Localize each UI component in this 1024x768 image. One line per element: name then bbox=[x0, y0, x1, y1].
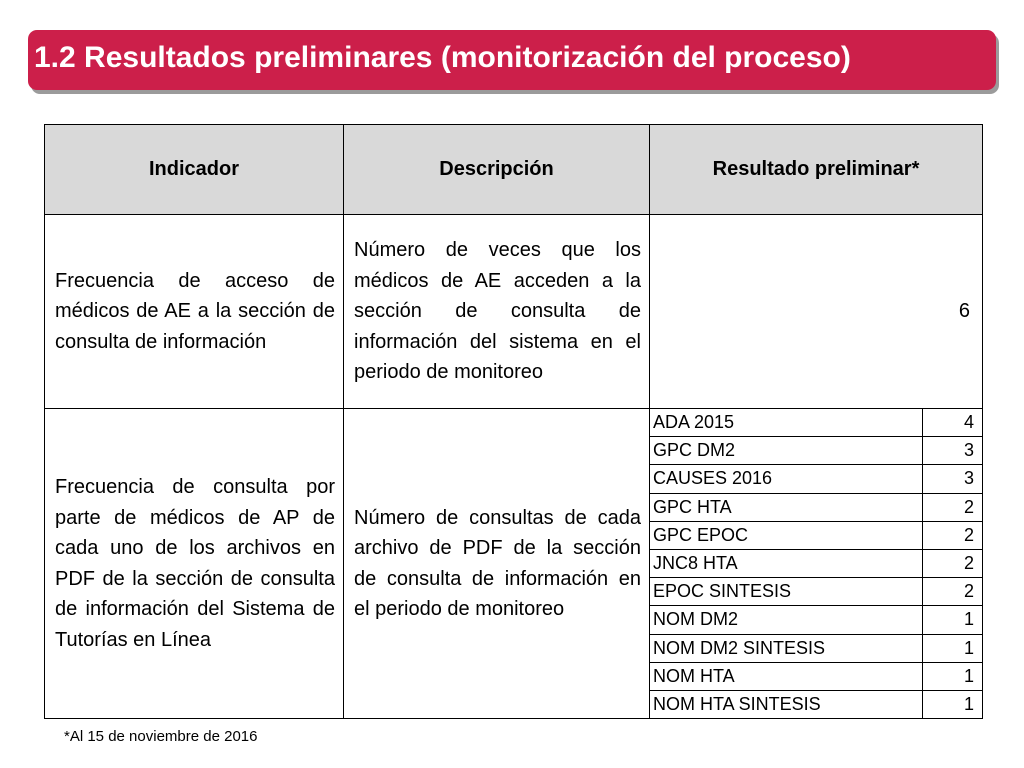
pdf-results-subtable bbox=[650, 409, 982, 718]
results-table bbox=[44, 124, 983, 719]
document-name: ADA 2015 bbox=[650, 409, 922, 437]
document-name: GPC EPOC bbox=[650, 521, 922, 549]
indicator-cell bbox=[45, 215, 344, 409]
document-name: NOM HTA bbox=[650, 662, 922, 690]
list-item bbox=[650, 549, 982, 577]
document-count: 2 bbox=[922, 493, 982, 521]
document-count: 3 bbox=[922, 437, 982, 465]
list-item bbox=[650, 578, 982, 606]
document-count: 3 bbox=[922, 465, 982, 493]
description-cell bbox=[344, 409, 650, 719]
header-description: Descripción bbox=[344, 125, 650, 215]
result-list-cell bbox=[650, 409, 983, 719]
document-name: JNC8 HTA bbox=[650, 549, 922, 577]
indicator-text: Frecuencia de acceso de médicos de AE a la sección de consulta de información bbox=[55, 269, 335, 353]
document-name: GPC DM2 bbox=[650, 437, 922, 465]
document-count: 1 bbox=[922, 662, 982, 690]
list-item bbox=[650, 606, 982, 634]
list-item bbox=[650, 437, 982, 465]
indicator-text: Frecuencia de consulta por parte de médicos de AP de cada uno de los archivos en PDF de la sección de consulta de información del Sistema de Tutorías en Línea bbox=[55, 476, 335, 651]
slide-title: 1.2 Resultados preliminares (monitorización del proceso) bbox=[34, 41, 851, 74]
header-indicator: Indicador bbox=[45, 125, 344, 215]
header-row bbox=[45, 125, 983, 215]
list-item bbox=[650, 409, 982, 437]
document-name: NOM DM2 bbox=[650, 606, 922, 634]
document-count: 4 bbox=[963, 412, 974, 433]
table-row-access bbox=[45, 215, 983, 409]
document-name: GPC HTA bbox=[650, 493, 922, 521]
document-count: 2 bbox=[922, 549, 982, 577]
footnote: *Al 15 de noviembre de 2016 bbox=[64, 728, 258, 745]
title-banner bbox=[28, 30, 996, 90]
list-item bbox=[650, 493, 982, 521]
document-count: 2 bbox=[922, 521, 982, 549]
list-item bbox=[650, 634, 982, 662]
document-count: 2 bbox=[922, 578, 982, 606]
document-count: 1 bbox=[922, 606, 982, 634]
description-text: Número de consultas de cada archivo de PDF de la sección de consulta de información en el periodo de monitoreo bbox=[354, 506, 641, 621]
indicator-cell bbox=[45, 409, 344, 719]
list-item bbox=[650, 690, 982, 718]
list-item bbox=[650, 521, 982, 549]
document-count: 1 bbox=[922, 690, 982, 718]
document-name: NOM DM2 SINTESIS bbox=[650, 634, 922, 662]
list-item bbox=[650, 465, 982, 493]
document-name: NOM HTA SINTESIS bbox=[650, 690, 922, 718]
list-item bbox=[650, 662, 982, 690]
table-row-pdf-consults bbox=[45, 409, 983, 719]
description-text: Número de veces que los médicos de AE acceden a la sección de consulta de información del sistema en el periodo de monitoreo bbox=[354, 239, 641, 384]
document-count: 1 bbox=[922, 634, 982, 662]
result-value: 6 bbox=[650, 215, 983, 409]
document-name: CAUSES 2016 bbox=[650, 465, 922, 493]
header-result: Resultado preliminar* bbox=[650, 125, 983, 215]
document-name: EPOC SINTESIS bbox=[650, 578, 922, 606]
description-cell bbox=[344, 215, 650, 409]
